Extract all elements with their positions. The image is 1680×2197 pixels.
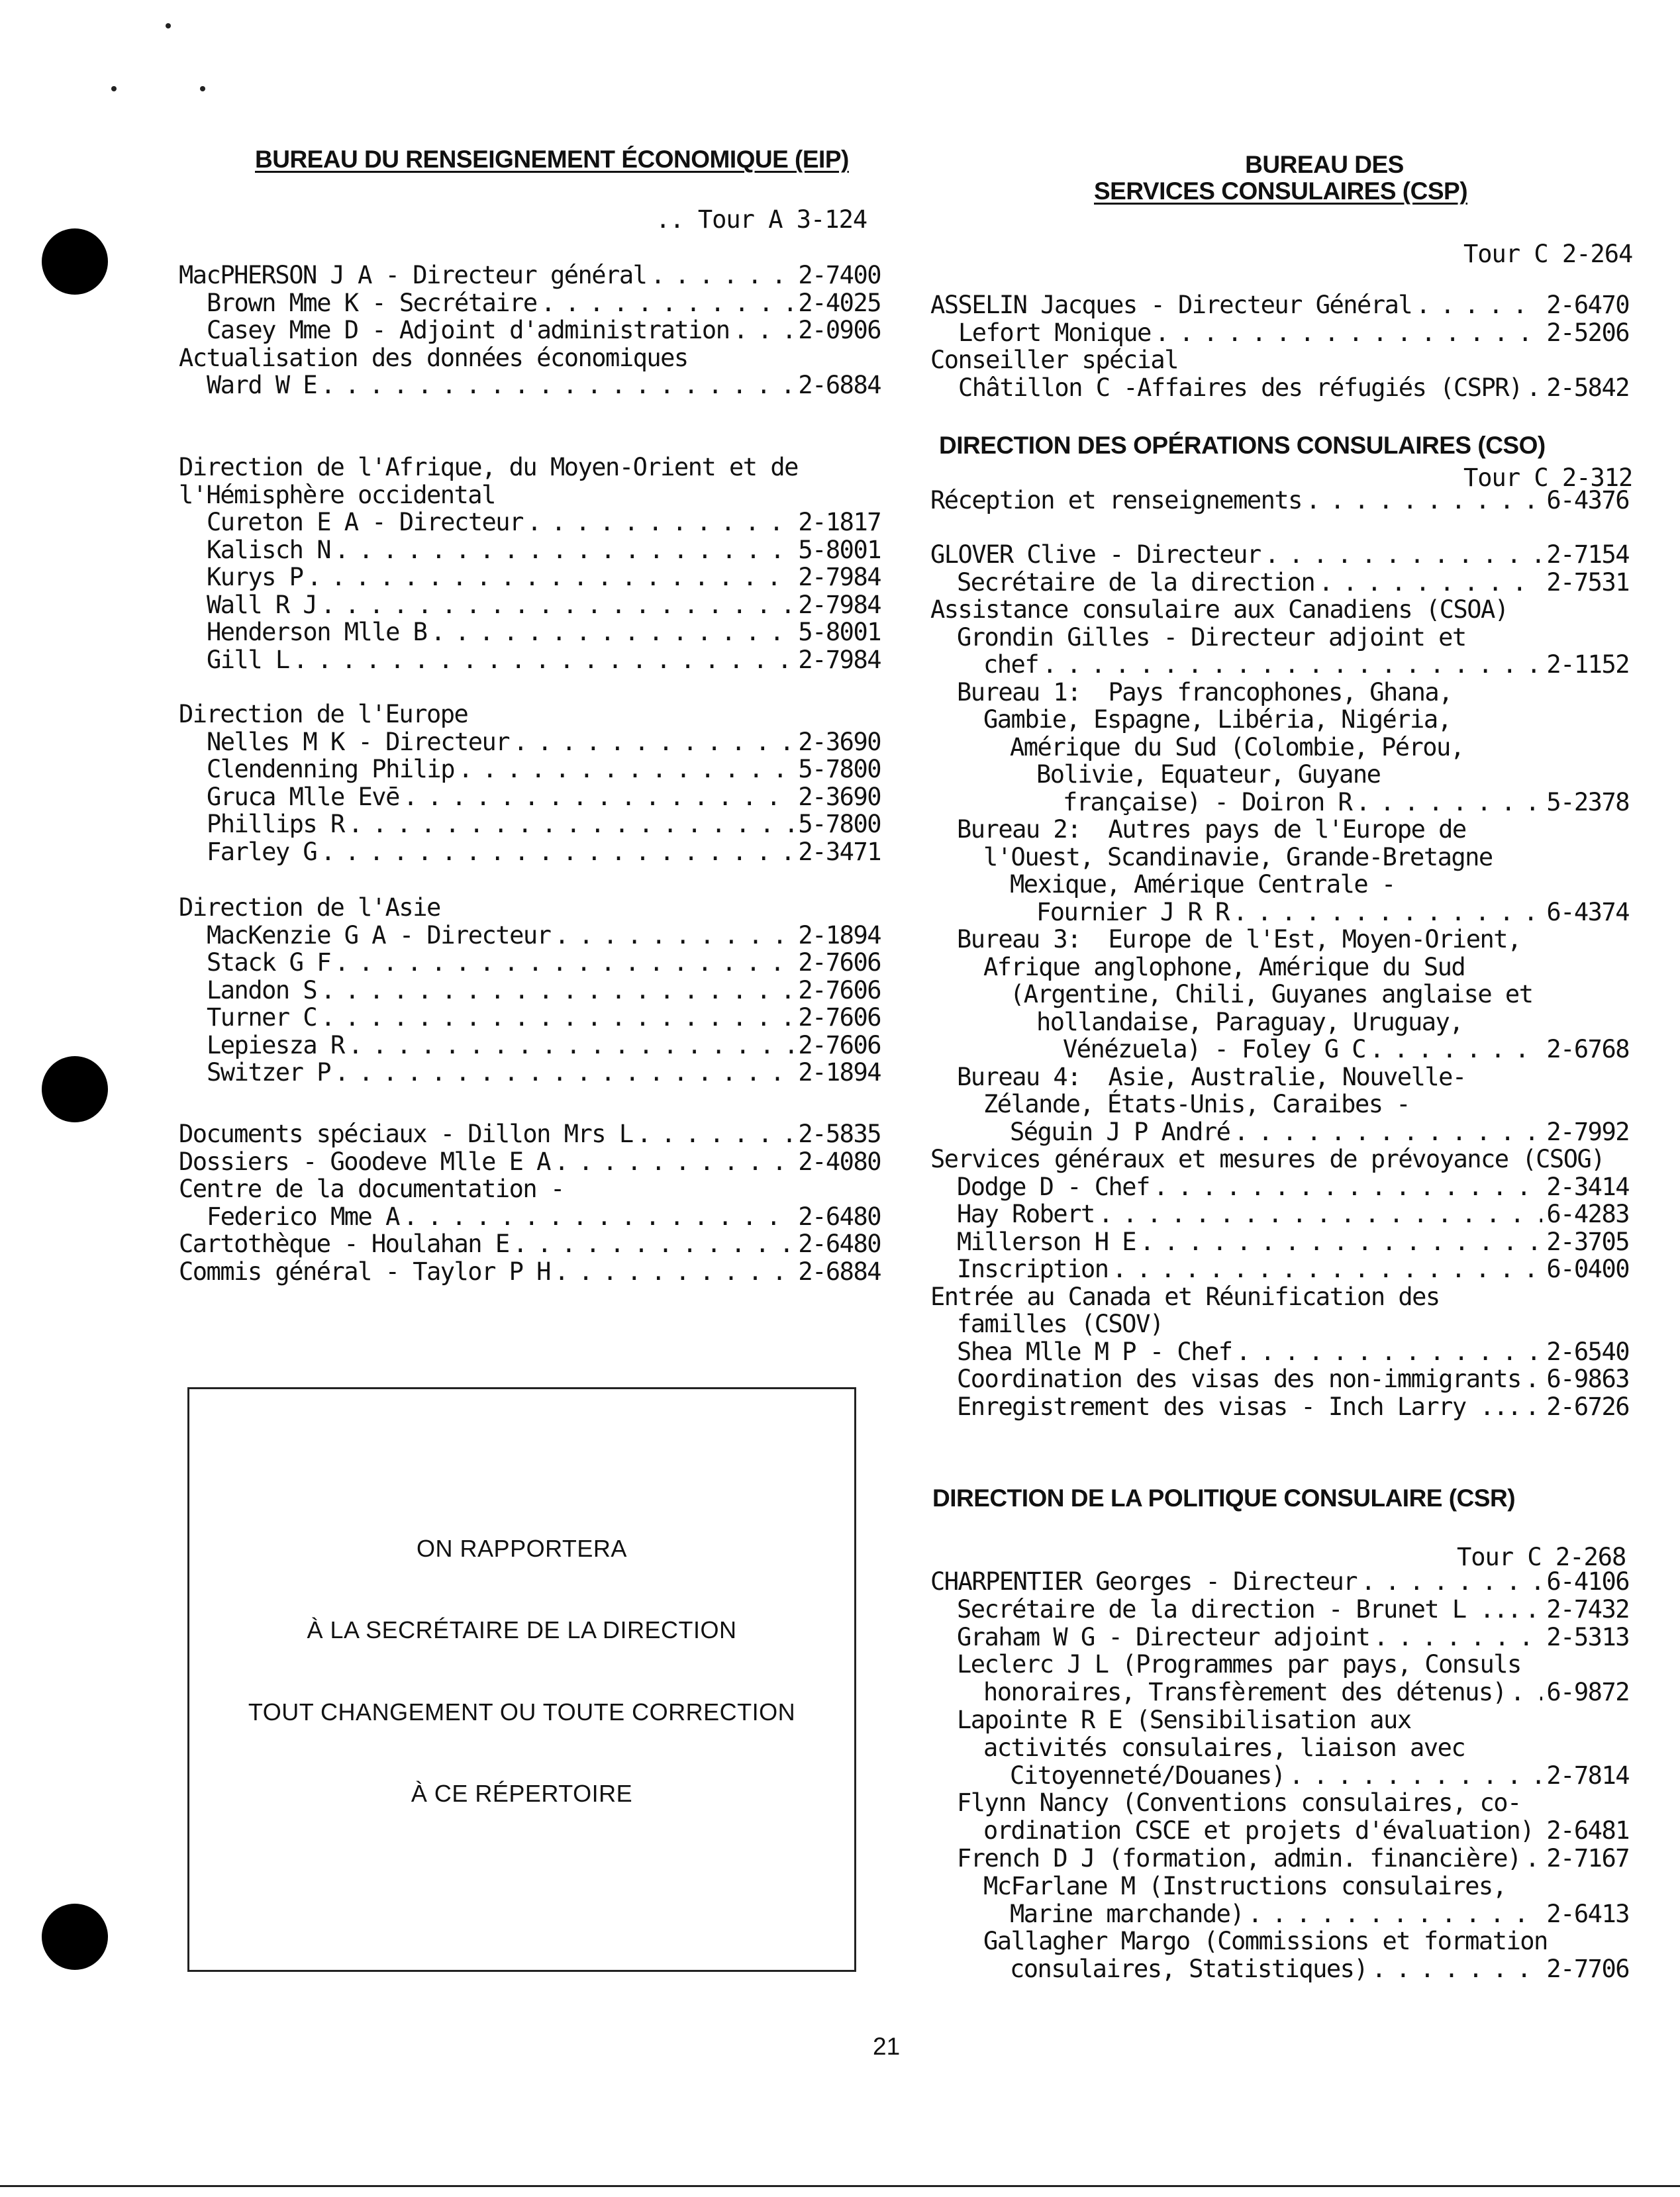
- phone-extension: 5-2378: [1546, 787, 1629, 816]
- entry-label: Farley G: [207, 837, 317, 866]
- phone-extension: 6-4106: [1546, 1567, 1629, 1596]
- cso-heading: DIRECTION DES OPÉRATIONS CONSULAIRES (CSO): [939, 432, 1546, 459]
- directory-entry: [179, 1230, 881, 1258]
- phone-extension: 2-7992: [1546, 1117, 1629, 1146]
- directory-entry: [930, 624, 1629, 652]
- entry-label: consulaires, Statistiques): [1010, 1955, 1368, 1984]
- entry-label: Landon S: [207, 975, 317, 1004]
- leader-dots: [1233, 899, 1542, 926]
- phone-extension: 5-7800: [798, 755, 881, 783]
- entry-label: Direction de l'Afrique, du Moyen-Orient et de: [179, 453, 798, 481]
- leader-dots: [1538, 1817, 1542, 1845]
- leader-dots: [293, 646, 795, 674]
- phone-extension: 2-3471: [798, 837, 881, 866]
- phone-extension: 6-4376: [1546, 486, 1629, 514]
- leader-dots: [513, 728, 794, 756]
- directory-entry: [930, 1036, 1629, 1063]
- entry-label: Flynn Nancy (Conventions consulaires, co-: [957, 1788, 1521, 1818]
- phone-extension: 2-7984: [798, 645, 881, 674]
- entry-label: Stack G F: [207, 948, 330, 977]
- entry-label: Shea Mlle M P - Chef: [957, 1337, 1232, 1366]
- directory-entry: [930, 1928, 1629, 1955]
- leader-dots: [348, 1032, 795, 1059]
- eip-room: .. Tour A 3-124: [656, 205, 867, 234]
- entry-label: Zélande, États-Unis, Caraibes -: [983, 1090, 1410, 1118]
- leader-dots: [321, 1004, 794, 1032]
- page-number: 21: [873, 2033, 901, 2060]
- entry-label: Marine marchande): [1010, 1899, 1244, 1928]
- entry-label: Lapointe R E (Sensibilisation aux: [957, 1706, 1411, 1734]
- notice-box: [187, 1387, 856, 1972]
- entry-label: Centre de la documentation -: [179, 1175, 564, 1203]
- leader-dots: [348, 810, 795, 838]
- directory-entry: [930, 899, 1629, 926]
- directory-entry: [930, 346, 1629, 374]
- phone-extension: 6-4283: [1546, 1200, 1629, 1228]
- entry-label: familles (CSOV): [957, 1310, 1163, 1338]
- directory-entry: [930, 541, 1629, 569]
- leader-dots: [1112, 1255, 1543, 1283]
- entry-label: Services généraux et mesures de prévoyance (CSOG): [930, 1145, 1605, 1173]
- directory-entry: [179, 783, 881, 811]
- directory-entry: [179, 1175, 881, 1203]
- eip-heading: BUREAU DU RENSEIGNEMENT ÉCONOMIQUE (EIP): [255, 146, 849, 173]
- notice-line-4: À CE RÉPERTOIRE: [411, 1780, 633, 1807]
- directory-entry: [179, 838, 881, 866]
- entry-label: l'Ouest, Scandinavie, Grande-Bretagne: [983, 842, 1493, 871]
- entry-label: Châtillon C -Affaires des réfugiés (CSPR): [958, 373, 1522, 402]
- entry-label: Millerson H E: [957, 1227, 1136, 1256]
- directory-entry: [930, 1146, 1629, 1173]
- directory-entry: [179, 563, 881, 591]
- phone-extension: 2-5313: [1546, 1622, 1629, 1651]
- directory-entry: [930, 1568, 1629, 1596]
- directory-entry: [930, 569, 1629, 597]
- leader-dots: [1525, 1365, 1543, 1393]
- directory-entry: [930, 1624, 1629, 1651]
- directory-entry: [930, 1596, 1629, 1624]
- entry-label: Lepiesza R: [207, 1030, 344, 1059]
- phone-extension: 2-7531: [1546, 567, 1629, 597]
- leader-dots: [321, 371, 794, 399]
- directory-entry: [179, 317, 881, 344]
- leader-dots: [650, 262, 794, 289]
- entry-label: Gruca Mlle Evē: [207, 782, 399, 811]
- entry-label: Bureau 2: Autres pays de l'Europe de: [957, 815, 1466, 844]
- scan-speck: [111, 86, 117, 91]
- entry-label: Ward W E: [207, 371, 317, 399]
- leader-dots: [1525, 1596, 1543, 1624]
- directory-entry: [179, 894, 881, 922]
- directory-entry: [179, 1004, 881, 1032]
- directory-entry: [179, 728, 881, 756]
- directory-entry: [179, 1258, 881, 1286]
- csp-heading-line1: BUREAU DES: [1245, 151, 1404, 178]
- entry-label: Fournier J R R: [1036, 897, 1229, 926]
- phone-extension: 2-7706: [1546, 1955, 1629, 1984]
- bottom-rule: [0, 2185, 1680, 2187]
- phone-extension: 2-5835: [798, 1120, 881, 1148]
- leader-dots: [1369, 1036, 1542, 1063]
- leader-dots: [1526, 374, 1543, 402]
- leader-dots: [1373, 1624, 1542, 1651]
- directory-entry: [179, 977, 881, 1004]
- phone-extension: 2-4080: [798, 1147, 881, 1176]
- directory-entry: [179, 371, 881, 399]
- csp-heading-line2: SERVICES CONSULAIRES (CSP): [1094, 177, 1468, 205]
- directory-entry: [179, 481, 881, 509]
- directory-entry: [179, 1148, 881, 1176]
- entry-label: Secrétaire de la direction - Brunet L ...: [957, 1594, 1521, 1624]
- leader-dots: [1265, 541, 1543, 569]
- leader-dots: [1289, 1762, 1543, 1790]
- entry-label: française) - Doiron R: [1063, 787, 1352, 816]
- directory-entry: [930, 844, 1629, 871]
- phone-extension: 2-3414: [1546, 1172, 1629, 1201]
- directory-entry: [930, 1365, 1629, 1393]
- directory-entry: [930, 761, 1629, 789]
- entry-label: Entrée au Canada et Réunification des: [930, 1282, 1440, 1311]
- leader-dots: [733, 317, 794, 344]
- directory-entry: [179, 810, 881, 838]
- directory-entry: [930, 1283, 1629, 1311]
- leader-dots: [1356, 789, 1542, 816]
- scan-speck: [166, 23, 171, 28]
- phone-extension: 2-6768: [1546, 1035, 1629, 1063]
- leader-dots: [1318, 569, 1542, 597]
- entry-label: Turner C: [207, 1003, 317, 1032]
- leader-dots: [1236, 1338, 1543, 1366]
- leader-dots: [1099, 1200, 1543, 1228]
- directory-entry: [179, 1059, 881, 1087]
- phone-extension: 6-9872: [1546, 1678, 1629, 1707]
- entry-label: l'Hémisphère occidental: [179, 480, 495, 509]
- directory-entry: [179, 701, 881, 728]
- directory-entry: [179, 509, 881, 536]
- directory-entry: [179, 454, 881, 481]
- directory-entry: [930, 1873, 1629, 1900]
- directory-entry: [930, 1817, 1629, 1845]
- phone-extension: 2-1894: [798, 1058, 881, 1087]
- leader-dots: [513, 1230, 795, 1258]
- entry-label: Dossiers - Goodeve Mlle E A: [179, 1147, 550, 1176]
- entry-label: Citoyenneté/Douanes): [1010, 1761, 1285, 1790]
- leader-dots: [321, 838, 794, 866]
- directory-entry: [930, 1734, 1629, 1762]
- leader-dots: [321, 591, 794, 619]
- directory-entry: [930, 1310, 1629, 1338]
- entry-label: Federico Mme A: [207, 1202, 399, 1231]
- entry-label: chef: [983, 650, 1039, 679]
- directory-entry: [930, 1706, 1629, 1734]
- directory-entry: [930, 596, 1629, 624]
- leader-dots: [1525, 1393, 1543, 1421]
- phone-extension: 2-6726: [1546, 1392, 1629, 1421]
- entry-label: Assistance consulaire aux Canadiens (CSOA): [930, 595, 1508, 624]
- phone-extension: 2-0906: [798, 316, 881, 344]
- phone-extension: 5-7800: [798, 810, 881, 838]
- phone-extension: 2-6884: [798, 371, 881, 399]
- directory-entry: [179, 591, 881, 619]
- leader-dots: [527, 509, 794, 536]
- leader-dots: [1234, 1118, 1542, 1146]
- entry-label: Séguin J P André: [1010, 1117, 1230, 1146]
- entry-label: Cureton E A - Directeur: [207, 508, 523, 536]
- phone-extension: 5-8001: [798, 618, 881, 646]
- directory-entry: [930, 871, 1629, 899]
- directory-entry: [930, 1063, 1629, 1091]
- directory-entry: [930, 1008, 1629, 1036]
- entry-label: Amérique du Sud (Colombie, Pérou,: [1010, 732, 1464, 761]
- entry-label: Direction de l'Europe: [179, 700, 468, 728]
- directory-entry: [930, 1789, 1629, 1817]
- directory-entry: [930, 1118, 1629, 1146]
- directory-entry: [930, 734, 1629, 761]
- directory-entry: [179, 536, 881, 564]
- entry-label: Direction de l'Asie: [179, 893, 440, 922]
- phone-extension: 2-7154: [1546, 540, 1629, 569]
- entry-label: Switzer P: [207, 1058, 330, 1087]
- directory-entry: [930, 1091, 1629, 1118]
- leader-dots: [1042, 651, 1542, 679]
- notice-line-1: ON RAPPORTERA: [417, 1535, 627, 1562]
- phone-extension: 2-4025: [798, 288, 881, 317]
- entry-label: MacPHERSON J A - Directeur général: [179, 261, 647, 289]
- entry-label: Gambie, Espagne, Libéria, Nigéria,: [983, 705, 1452, 734]
- entry-label: Clendenning Philip: [207, 755, 454, 783]
- phone-extension: 2-1894: [798, 920, 881, 950]
- phone-extension: 6-0400: [1546, 1255, 1629, 1283]
- entry-label: GLOVER Clive - Directeur: [930, 540, 1261, 569]
- entry-label: Gallagher Margo (Commissions et formation: [983, 1927, 1548, 1956]
- phone-extension: 2-6884: [798, 1257, 881, 1286]
- leader-dots: [321, 977, 794, 1004]
- directory-entry: [930, 789, 1629, 816]
- directory-entry: [930, 1955, 1629, 1983]
- directory-entry: [930, 1762, 1629, 1790]
- punch-hole-middle: [42, 1056, 108, 1122]
- phone-extension: 2-7984: [798, 563, 881, 591]
- directory-entry: [930, 291, 1629, 319]
- directory-entry: [930, 1679, 1629, 1706]
- leader-dots: [554, 922, 794, 950]
- entry-label: MacKenzie G A - Directeur: [207, 920, 551, 950]
- phone-extension: 2-5206: [1546, 318, 1629, 347]
- directory-entry: [179, 949, 881, 977]
- csr-room: Tour C 2-268: [1457, 1543, 1626, 1571]
- phone-extension: 2-7814: [1546, 1761, 1629, 1790]
- entry-label: Hay Robert: [957, 1200, 1095, 1228]
- leader-dots: [1510, 1679, 1542, 1706]
- scan-speck: [200, 86, 205, 91]
- phone-extension: 2-6470: [1546, 291, 1629, 319]
- cso-room: Tour C 2-312: [1463, 464, 1633, 492]
- leader-dots: [1155, 319, 1542, 347]
- directory-entry: [179, 756, 881, 783]
- entry-label: Afrique anglophone, Amérique du Sud: [983, 952, 1465, 981]
- entry-label: Réception et renseignements: [930, 486, 1302, 514]
- directory-entry: [930, 679, 1629, 707]
- entry-label: Kalisch N: [207, 535, 330, 564]
- phone-extension: 2-3690: [798, 782, 881, 811]
- entry-label: French D J (formation, admin. financière): [957, 1844, 1521, 1873]
- directory-entry: [179, 618, 881, 646]
- directory-entry: [930, 1393, 1629, 1421]
- phone-extension: 2-1152: [1546, 650, 1629, 679]
- csr-heading: DIRECTION DE LA POLITIQUE CONSULAIRE (CSR): [932, 1485, 1516, 1512]
- entry-label: Commis général - Taylor P H: [179, 1257, 550, 1286]
- directory-entry: [930, 953, 1629, 981]
- entry-label: Coordination des visas des non-immigrants: [957, 1365, 1521, 1393]
- leader-dots: [554, 1258, 794, 1286]
- directory-entry: [930, 706, 1629, 734]
- entry-label: Leclerc J L (Programmes par pays, Consuls: [957, 1650, 1521, 1679]
- directory-entry: [179, 344, 881, 372]
- directory-entry: [930, 1228, 1629, 1256]
- entry-label: McFarlane M (Instructions consulaires,: [983, 1871, 1507, 1900]
- entry-label: Secrétaire de la direction: [957, 567, 1315, 597]
- phone-extension: 2-6413: [1546, 1899, 1629, 1928]
- entry-label: Graham W G - Directeur adjoint: [957, 1622, 1370, 1651]
- phone-extension: 2-7984: [798, 590, 881, 619]
- entry-label: CHARPENTIER Georges - Directeur: [930, 1567, 1358, 1596]
- leader-dots: [541, 289, 795, 317]
- leader-dots: [1154, 1173, 1542, 1201]
- entry-label: Bureau 3: Europe de l'Est, Moyen-Orient,: [957, 925, 1521, 953]
- phone-extension: 2-7167: [1546, 1844, 1629, 1873]
- leader-dots: [554, 1148, 794, 1176]
- entry-label: Henderson Mlle B: [207, 618, 427, 646]
- entry-label: ASSELIN Jacques - Directeur Général: [930, 291, 1412, 319]
- entry-label: Enregistrement des visas - Inch Larry ...: [957, 1392, 1521, 1421]
- entry-label: Gill L: [207, 645, 289, 674]
- phone-extension: 2-3690: [798, 727, 881, 756]
- directory-entry: [930, 1255, 1629, 1283]
- csp-room: Tour C 2-264: [1463, 240, 1633, 268]
- leader-dots: [458, 756, 794, 783]
- entry-label: Nelles M K - Directeur: [207, 727, 510, 756]
- leader-dots: [637, 1120, 795, 1148]
- phone-extension: 6-4374: [1546, 897, 1629, 926]
- directory-entry: [930, 816, 1629, 844]
- entry-label: Kurys P: [207, 563, 303, 591]
- leader-dots: [430, 618, 794, 646]
- entry-label: Grondin Gilles - Directeur adjoint et: [957, 622, 1466, 652]
- phone-extension: 2-7606: [798, 1030, 881, 1059]
- phone-extension: 6-9863: [1546, 1365, 1629, 1393]
- phone-extension: 2-7400: [798, 261, 881, 289]
- entry-label: hollandaise, Paraguay, Uruguay,: [1036, 1007, 1463, 1036]
- entry-label: Phillips R: [207, 810, 344, 838]
- punch-hole-top: [42, 228, 108, 295]
- entry-label: Actualisation des données économiques: [179, 343, 688, 372]
- entry-label: Casey Mme D - Adjoint d'administration: [207, 316, 730, 344]
- phone-extension: 5-8001: [798, 535, 881, 564]
- leader-dots: [1416, 291, 1542, 319]
- leader-dots: [334, 536, 794, 564]
- leader-dots: [403, 783, 794, 811]
- punch-hole-bottom: [42, 1904, 108, 1970]
- entry-label: (Argentine, Chili, Guyanes anglaise et: [1010, 980, 1533, 1008]
- directory-entry: [179, 1203, 881, 1231]
- directory-entry: [930, 1900, 1629, 1928]
- leader-dots: [307, 563, 794, 591]
- phone-extension: 2-1817: [798, 508, 881, 536]
- entry-label: Brown Mme K - Secrétaire: [207, 288, 537, 317]
- leader-dots: [334, 949, 794, 977]
- directory-entry: [179, 262, 881, 289]
- leader-dots: [1248, 1900, 1542, 1928]
- phone-extension: 2-6480: [798, 1202, 881, 1231]
- directory-entry: [930, 1338, 1629, 1366]
- entry-label: Bolivie, Equateur, Guyane: [1036, 760, 1381, 789]
- entry-label: Bureau 1: Pays francophones, Ghana,: [957, 677, 1452, 707]
- entry-label: ordination CSCE et projets d'évaluation): [983, 1816, 1534, 1845]
- entry-label: honoraires, Transfèrement des détenus): [983, 1678, 1507, 1707]
- directory-entry: [930, 319, 1629, 347]
- directory-entry: [930, 651, 1629, 679]
- notice-line-2: À LA SECRÉTAIRE DE LA DIRECTION: [307, 1616, 737, 1643]
- phone-extension: 2-6540: [1546, 1337, 1629, 1366]
- phone-extension: 2-7606: [798, 975, 881, 1004]
- phone-extension: 2-7606: [798, 1003, 881, 1032]
- leader-dots: [1525, 1845, 1543, 1873]
- phone-extension: 2-7606: [798, 948, 881, 977]
- notice-line-3: TOUT CHANGEMENT OU TOUTE CORRECTION: [248, 1698, 796, 1726]
- entry-label: Vénézuela) - Foley G C: [1063, 1035, 1366, 1063]
- entry-label: Documents spéciaux - Dillon Mrs L: [179, 1120, 633, 1148]
- phone-extension: 2-5842: [1546, 373, 1629, 402]
- directory-entry: [930, 1200, 1629, 1228]
- entry-label: Conseiller spécial: [930, 346, 1178, 374]
- leader-dots: [1361, 1568, 1542, 1596]
- phone-extension: 2-6481: [1546, 1816, 1629, 1845]
- phone-extension: 2-6480: [798, 1230, 881, 1258]
- leader-dots: [1140, 1228, 1542, 1256]
- phone-extension: 2-7432: [1546, 1594, 1629, 1624]
- entry-label: Inscription: [957, 1255, 1109, 1283]
- directory-entry: [179, 922, 881, 950]
- directory-entry: [930, 1651, 1629, 1679]
- directory-entry: [179, 289, 881, 317]
- entry-label: Bureau 4: Asie, Australie, Nouvelle-: [957, 1062, 1466, 1091]
- leader-dots: [334, 1059, 794, 1087]
- directory-entry: [179, 1032, 881, 1059]
- entry-label: Dodge D - Chef: [957, 1172, 1150, 1201]
- directory-entry: [930, 374, 1629, 402]
- directory-entry: [930, 1173, 1629, 1201]
- directory-entry: [930, 926, 1629, 953]
- directory-entry: [930, 981, 1629, 1008]
- entry-label: Lefort Monique: [958, 318, 1151, 347]
- leader-dots: [1371, 1955, 1542, 1983]
- directory-entry: [179, 1120, 881, 1148]
- leader-dots: [403, 1203, 794, 1231]
- entry-label: Mexique, Amérique Centrale -: [1010, 870, 1395, 899]
- directory-entry: [930, 1845, 1629, 1873]
- entry-label: Wall R J: [207, 590, 317, 619]
- directory-entry: [179, 646, 881, 674]
- entry-label: activités consulaires, liaison avec: [983, 1733, 1465, 1762]
- entry-label: Cartothèque - Houlahan E: [179, 1230, 509, 1258]
- phone-extension: 2-3705: [1546, 1227, 1629, 1256]
